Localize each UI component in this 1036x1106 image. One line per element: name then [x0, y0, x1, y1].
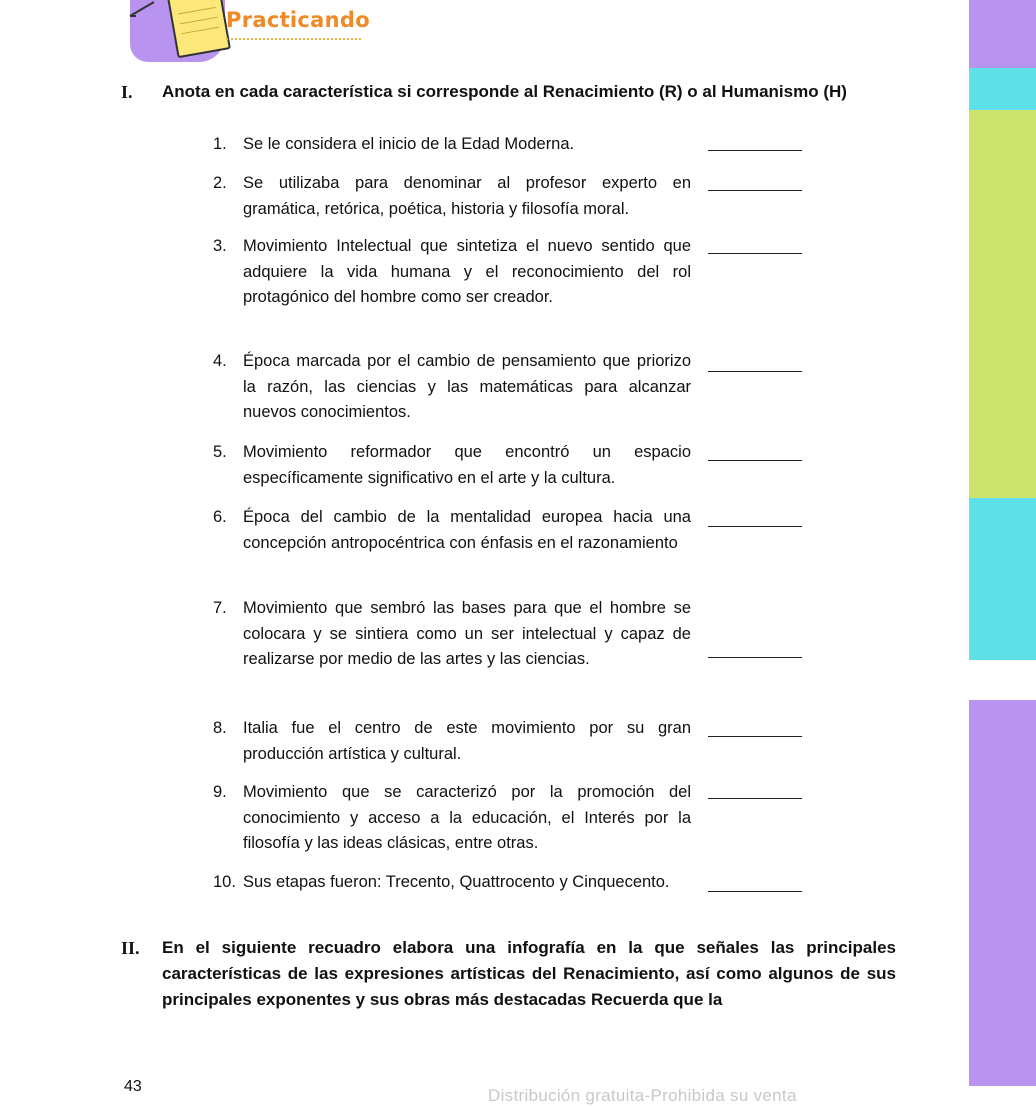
notepad-icon — [167, 0, 231, 58]
list-item — [213, 132, 691, 158]
item-text: Sus etapas fueron: Trecento, Quattrocento y Cinquecento. — [243, 873, 670, 891]
item-number: 1. — [213, 135, 227, 153]
item-number: 5. — [213, 443, 227, 461]
section-1-number: I. — [121, 82, 133, 102]
item-text: Italia fue el centro de este movimiento por su gran producción artística y cultural. — [243, 719, 691, 763]
list-item — [213, 505, 691, 556]
answer-blank-4[interactable] — [708, 371, 802, 372]
section-2-number: II. — [121, 938, 140, 958]
item-text: Se utilizaba para denominar al profesor experto en gramática, retórica, poética, historia y filosofía moral. — [243, 174, 691, 218]
item-number: 7. — [213, 599, 227, 617]
side-stripe-cyan-middle — [969, 498, 1036, 660]
item-number: 6. — [213, 508, 227, 526]
answer-blank-8[interactable] — [708, 736, 802, 737]
answer-blank-5[interactable] — [708, 460, 802, 461]
item-text: Movimiento Intelectual que sintetiza el nuevo sentido que adquiere la vida humana y el reconocimiento del rol protagónico del hombre como ser creador. — [243, 237, 691, 306]
side-stripe-cyan-top — [969, 68, 1036, 110]
list-item — [213, 870, 691, 896]
item-number: 9. — [213, 783, 227, 801]
answer-blank-7[interactable] — [708, 657, 802, 658]
section-2-heading — [121, 935, 896, 1013]
item-text: Época del cambio de la mentalidad europea hacia una concepción antropocéntrica con énfasis en el razonamiento — [243, 508, 691, 552]
page-number: 43 — [124, 1078, 142, 1095]
banner-title: Practicando — [226, 8, 370, 32]
side-stripe-purple-top — [969, 0, 1036, 68]
list-item — [213, 234, 691, 311]
section-1-instruction: Anota en cada característica si corresponde al Renacimiento (R) o al Humanismo (H) — [162, 82, 847, 101]
side-stripe-green — [969, 110, 1036, 498]
list-item — [213, 171, 691, 222]
banner-underline — [226, 38, 361, 40]
item-text: Movimiento reformador que encontró un espacio específicamente significativo en el arte y la cultura. — [243, 443, 691, 487]
list-item — [213, 716, 691, 767]
answer-blank-1[interactable] — [708, 150, 802, 151]
answer-blank-2[interactable] — [708, 190, 802, 191]
answer-blank-6[interactable] — [708, 526, 802, 527]
answer-blank-3[interactable] — [708, 253, 802, 254]
list-item — [213, 596, 691, 673]
list-item — [213, 780, 691, 857]
answer-blank-10[interactable] — [708, 891, 802, 892]
side-stripe-purple-bottom — [969, 700, 1036, 1086]
item-text: Época marcada por el cambio de pensamiento que priorizo la razón, las ciencias y las matemáticas para alcanzar nuevos conocimientos. — [243, 352, 691, 421]
section-1-heading — [121, 79, 896, 105]
item-text: Movimiento que sembró las bases para que el hombre se colocara y se sintiera como un ser intelectual y capaz de realizarse por medio de las artes y las ciencias. — [243, 599, 691, 668]
pencil-icon — [128, 0, 158, 18]
section-2-instruction: En el siguiente recuadro elabora una infografía en la que señales las principales características de las expresiones artísticas del Renacimiento, así como algunos de sus principales exponentes y sus obras más destacadas Recuerda que la — [162, 938, 896, 1009]
item-number: 8. — [213, 719, 227, 737]
item-number: 3. — [213, 237, 227, 255]
item-number: 4. — [213, 352, 227, 370]
list-item — [213, 349, 691, 426]
item-text: Movimiento que se caracterizó por la promoción del conocimiento y acceso a la educación, el Interés por la filosofía y las ideas clásicas, entre otras. — [243, 783, 691, 852]
footer-notice: Distribución gratuita-Prohibida su venta — [488, 1086, 797, 1105]
item-number: 10. — [213, 873, 236, 891]
item-number: 2. — [213, 174, 227, 192]
list-item — [213, 440, 691, 491]
item-text: Se le considera el inicio de la Edad Moderna. — [243, 135, 575, 153]
answer-blank-9[interactable] — [708, 798, 802, 799]
